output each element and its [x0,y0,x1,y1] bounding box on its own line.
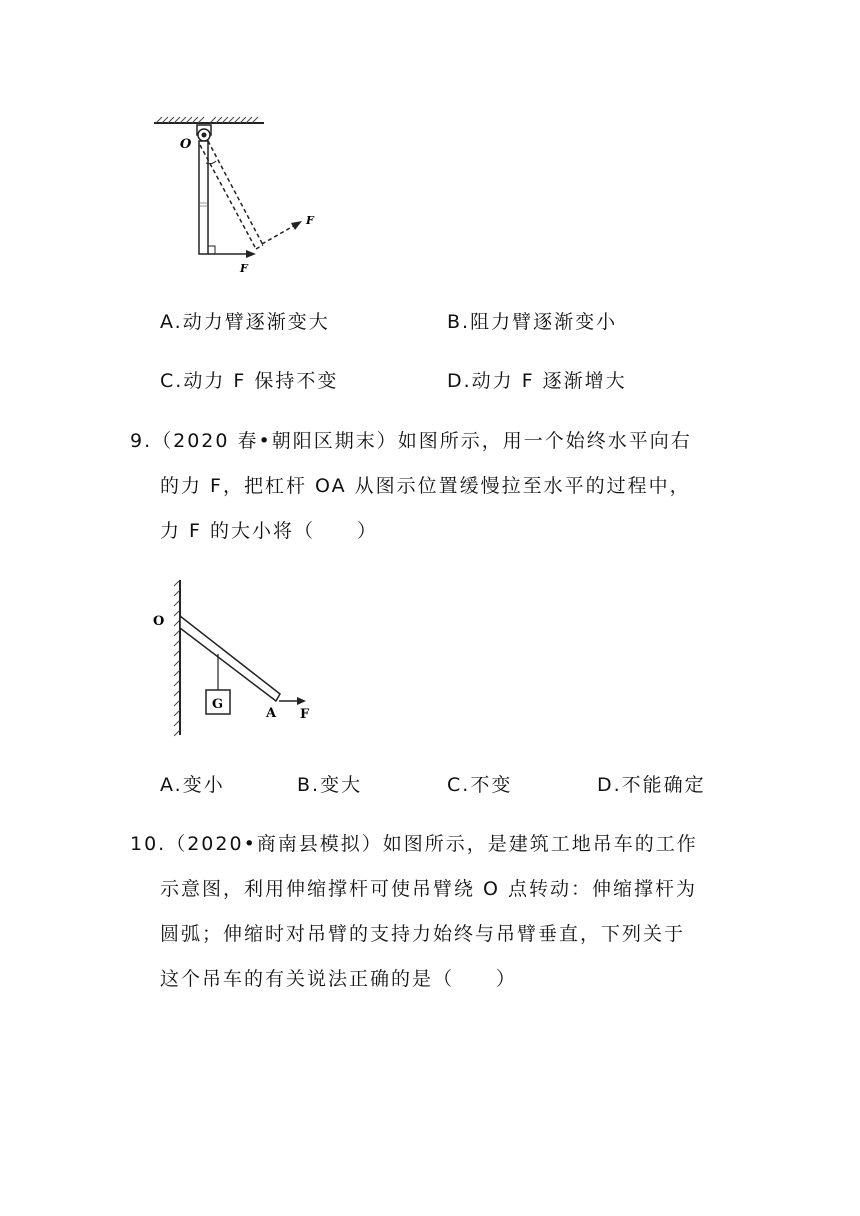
q9-stem-line-3: 力 F 的大小将（ ） [160,520,379,542]
option-text: 变小 [182,774,225,796]
option-text: 不变 [470,774,513,796]
option-letter: B. [447,311,471,333]
q9-option-a [160,772,225,798]
option-letter: C. [160,370,184,392]
q8-force-horizontal-label: F [240,262,248,275]
option-letter: A. [160,774,183,796]
q10-stem-line-2: 示意图，利用伸缩撑杆可使吊臂绕 O 点转动：伸缩撑杆为 [160,878,698,900]
q9-stem-line-1: 9.（2020 春•朝阳区期末）如图所示，用一个始终水平向右 [130,430,692,452]
q9-stem-line-2: 的力 F，把杠杆 OA 从图示位置缓慢拉至水平的过程中， [160,475,691,497]
q9-figure [145,570,325,740]
q10-stem-line-3: 圆弧；伸缩时对吊臂的支持力始终与吊臂垂直，下列关于 [160,923,686,945]
q9-option-d [597,772,706,798]
option-letter: D. [597,774,622,796]
option-letter: C. [447,774,471,796]
option-letter: A. [160,311,183,333]
q8-pivot-label: O [180,137,192,152]
q8-option-d [447,368,627,394]
q9-option-c [447,772,512,798]
q10-stem-line-4: 这个吊车的有关说法正确的是（ ） [160,968,518,990]
option-text: 动力 F 保持不变 [183,370,339,392]
q9-option-b [297,772,362,798]
q9-pivot-label: O [153,614,165,629]
q8-figure [140,105,340,285]
q8-option-a [160,309,330,335]
option-letter: B. [297,774,321,796]
option-letter: D. [447,370,472,392]
q10-stem-line-1: 10.（2020•商南县模拟）如图所示，是建筑工地吊车的工作 [130,833,698,855]
q8-option-b [447,309,617,335]
option-text: 不能确定 [621,774,706,796]
q9-end-label: A [266,706,277,721]
q8-option-c [160,368,338,394]
option-text: 变大 [320,774,363,796]
option-text: 阻力臂逐渐变小 [470,311,618,333]
q9-weight-label: G [212,697,224,712]
q9-force-label: F [300,707,310,722]
option-text: 动力臂逐渐变大 [182,311,330,333]
q8-force-oblique-label: F [306,214,314,227]
option-text: 动力 F 逐渐增大 [471,370,627,392]
